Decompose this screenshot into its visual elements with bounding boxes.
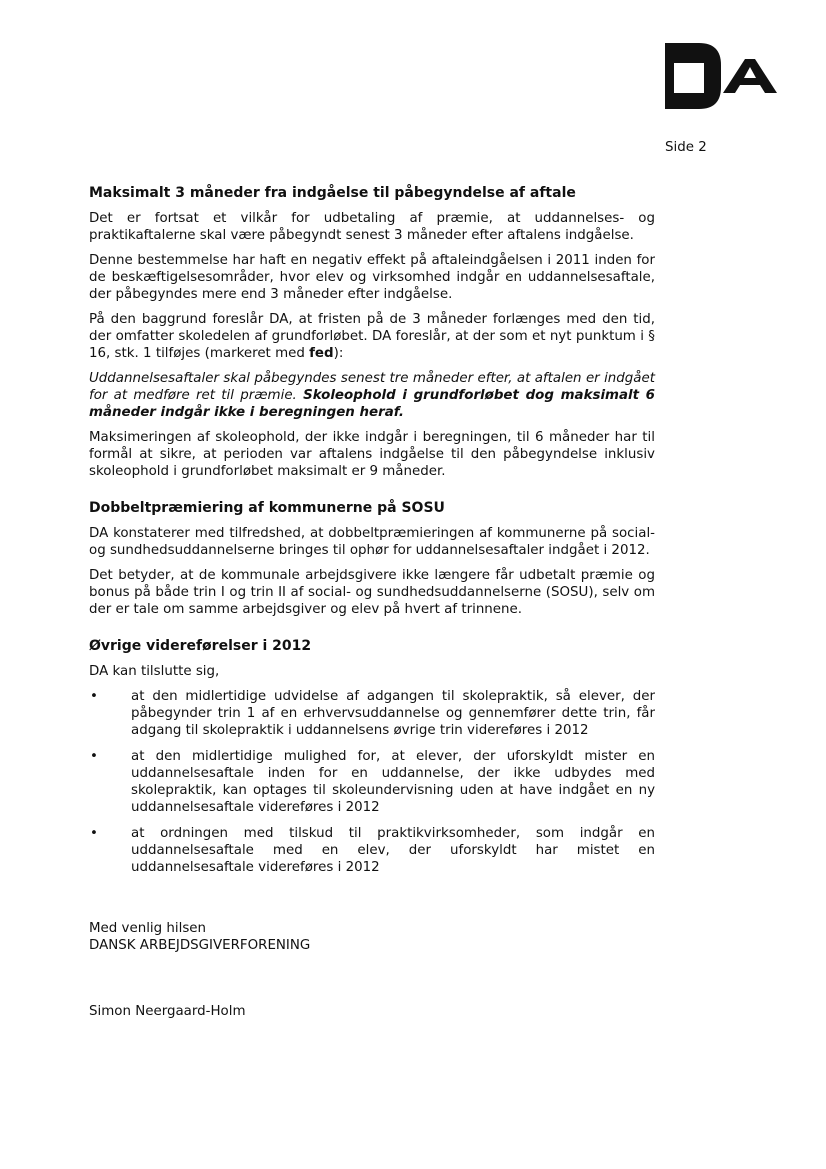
paragraph-proposal [89, 311, 655, 362]
list-item [89, 748, 655, 816]
section-other-continuations [89, 637, 655, 876]
organization-name: DANSK ARBEJDSGIVERFORENING [89, 938, 311, 953]
list-item-text: at den midlertidige mulighed for, at elever, der uforskyldt mister en uddannelsesaftale inden for en uddannelse, der ikke udbydes med skolepraktik, kan optages til skoleundervisning uden at have indgået en ny uddannelsesaftale videreføres i 2012 [131, 749, 655, 815]
paragraph: Det betyder, at de kommunale arbejdsgivere ikke længere får udbetalt præmie og bonus på både trin I og trin II af social- og sundhedsuddannelserne (SOSU), selv om der er tale om samme arbejdsgiver og elev på hvert af trinnene. [89, 568, 655, 617]
greeting: Med venlig hilsen [89, 921, 207, 936]
da-logo-graphic [665, 43, 777, 109]
quote-bold-italic-text: Skoleophold i grundforløbet dog maksimalt 6 måneder indgår ikke i beregningen heraf. [89, 388, 655, 420]
list-item [89, 825, 655, 876]
list-item-text: at ordningen med tilskud til praktikvirksomheder, som indgår en uddannelsesaftale med en elev, der uforskyldt har mistet en uddannelsesaftale videreføres i 2012 [131, 826, 655, 875]
paragraph: Denne bestemmelse har haft en negativ effekt på aftaleindgåelsen i 2011 inden for de beskæftigelsesområder, hvor elev og virksomhed indgår en uddannelsesaftale, der påbegyndes mere end 3 måneder efter indgåelse. [89, 253, 655, 302]
letter-body [89, 184, 655, 895]
section-heading: Maksimalt 3 måneder fra indgåelse til påbegyndelse af aftale [89, 185, 576, 201]
bullet-icon: • [90, 826, 98, 841]
da-logo [665, 43, 777, 109]
bullet-icon: • [90, 749, 98, 764]
section-max-3-months [89, 184, 655, 480]
paragraph: Maksimeringen af skoleophold, der ikke indgår i beregningen, til 6 måneder har til formål at sikre, at perioden var aftalens indgåelse til den påbegyndelse inklusiv skoleophold i grundforløbet maksimalt er 9 måneder. [89, 430, 655, 479]
list-item-text: at den midlertidige udvidelse af adgangen til skolepraktik, så elever, der påbegynder trin 1 af en erhvervsuddannelse og gennemfører dette trin, får adgang til skolepraktik i uddannelsens øvrige trin videreføres i 2012 [131, 689, 655, 738]
quoted-amendment [89, 370, 655, 421]
bold-marker-text: fed [309, 346, 334, 361]
paragraph-intro: DA kan tilslutte sig, [89, 664, 220, 679]
bullet-list [89, 688, 655, 876]
paragraph: DA konstaterer med tilfredshed, at dobbeltpræmieringen af kommunerne på social- og sundhedsuddannelserne bringes til ophør for uddannelsesaftaler indgået i 2012. [89, 526, 655, 558]
list-item [89, 688, 655, 739]
section-heading: Dobbeltpræmiering af kommunerne på SOSU [89, 500, 445, 516]
page-number: Side 2 [665, 140, 707, 155]
signer-name: Simon Neergaard-Holm [89, 1004, 246, 1019]
closing-block [89, 920, 489, 954]
paragraph: Det er fortsat et vilkår for udbetaling af præmie, at uddannelses- og praktikaftalerne skal være påbegyndt senest 3 måneder efter aftalens indgåelse. [89, 211, 655, 243]
proposal-suffix: ): [333, 346, 344, 361]
section-heading: Øvrige videreførelser i 2012 [89, 638, 312, 654]
proposal-text: På den baggrund foreslår DA, at fristen på de 3 måneder forlænges med den tid, der omfatter skoledelen af grundforløbet. DA foreslår, at der som et nyt punktum i § 16, stk. 1 tilføjes (markeret med [89, 312, 655, 361]
section-double-premium [89, 499, 655, 618]
bullet-icon: • [90, 689, 98, 704]
quote-italic-text: Uddannelsesaftaler skal påbegyndes senest tre måneder efter, at aftalen er indgået for at medføre ret til præmie. [89, 371, 655, 403]
